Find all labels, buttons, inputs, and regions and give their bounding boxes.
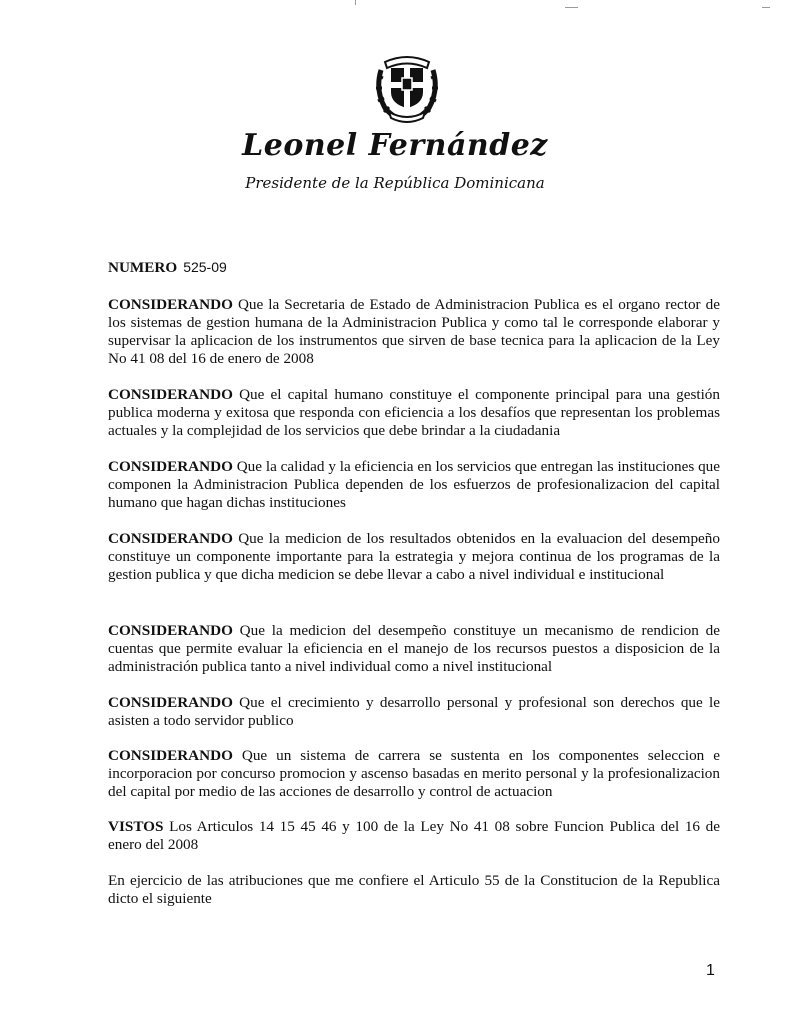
paragraph-text: Que el crecimiento y desarrollo personal y profesional son derechos que le asisten a todo servidor publico [108,694,720,729]
scan-mark [565,7,578,8]
paragraph-lead: CONSIDERANDO [108,694,233,711]
considerando-paragraph [108,530,720,584]
scan-mark [762,7,770,8]
paragraph-lead: VISTOS [108,818,164,835]
paragraph-text: Que la calidad y la eficiencia en los servicios que entregan las instituciones que componen la Administracion Publica dependen de los esfuerzos de profesionalizacion del capital humano que hagan dichas instituciones [108,458,720,511]
signature-title: Presidente de la República Dominicana [245,174,545,192]
decree-number-value: 525-09 [183,259,227,275]
coat-of-arms-seal [371,48,443,124]
scan-mark [355,0,356,5]
considerando-paragraph [108,694,720,730]
paragraph-lead: CONSIDERANDO [108,622,233,639]
paragraph-lead: CONSIDERANDO [108,747,233,764]
vistos-paragraph [108,818,720,854]
paragraph-lead: CONSIDERANDO [108,386,233,403]
paragraph-text: Los Articulos 14 15 45 46 y 100 de la Ley No 41 08 sobre Funcion Publica del 16 de enero del 2008 [108,818,720,853]
paragraph-text: Que un sistema de carrera se sustenta en los componentes seleccion e incorporacion por concurso promocion y ascenso basadas en merito personal y la profesionalizacion del capital por medio de las acciones de desarrollo y control de actuacion [108,747,720,800]
paragraph-lead: CONSIDERANDO [108,530,233,547]
paragraph-lead: CONSIDERANDO [108,296,233,313]
decree-number [108,259,227,277]
paragraph-lead: CONSIDERANDO [108,458,233,475]
paragraph-text: Que la Secretaria de Estado de Administracion Publica es el organo rector de los sistemas de gestion humana de la Administracion Publica y como tal le corresponde elaborar y supervisar la aplicacion de los instrumentos que sirven de base tecnica para la aplicacion de la Ley No 41 08 del 16 de enero de 2008 [108,296,720,367]
paragraph-text: Que el capital humano constituye el componente principal para una gestión publica moderna y exitosa que responda con eficiencia a los desafíos que representan los problemas actuales y la complejidad de los servicios que debe brindar a la ciudadania [108,386,720,439]
page-number: 1 [706,962,715,979]
considerando-paragraph [108,386,720,440]
signature-name: Leonel Fernández [242,128,548,163]
paragraph-text: Que la medicion del desempeño constituye un mecanismo de rendicion de cuentas que permite evaluar la eficiencia en el manejo de los recursos puestos a disposicion de la administración publica tanto a nivel individual como a nivel institucional [108,622,720,675]
closing-paragraph [108,872,720,908]
paragraph-text: En ejercicio de las atribuciones que me confiere el Articulo 55 de la Constitucion de la Republica dicto el siguiente [108,872,720,907]
considerando-paragraph [108,296,720,368]
considerando-paragraph [108,747,720,801]
considerando-paragraph [108,458,720,512]
decree-number-label: NUMERO [108,259,178,276]
paragraph-text: Que la medicion de los resultados obtenidos en la evaluacion del desempeño constituye un componente importante para la estrategia y mejora continua de los programas de la gestion publica y que dicha medicion se debe llevar a cabo a nivel individual e institucional [108,530,720,583]
considerando-paragraph [108,622,720,676]
